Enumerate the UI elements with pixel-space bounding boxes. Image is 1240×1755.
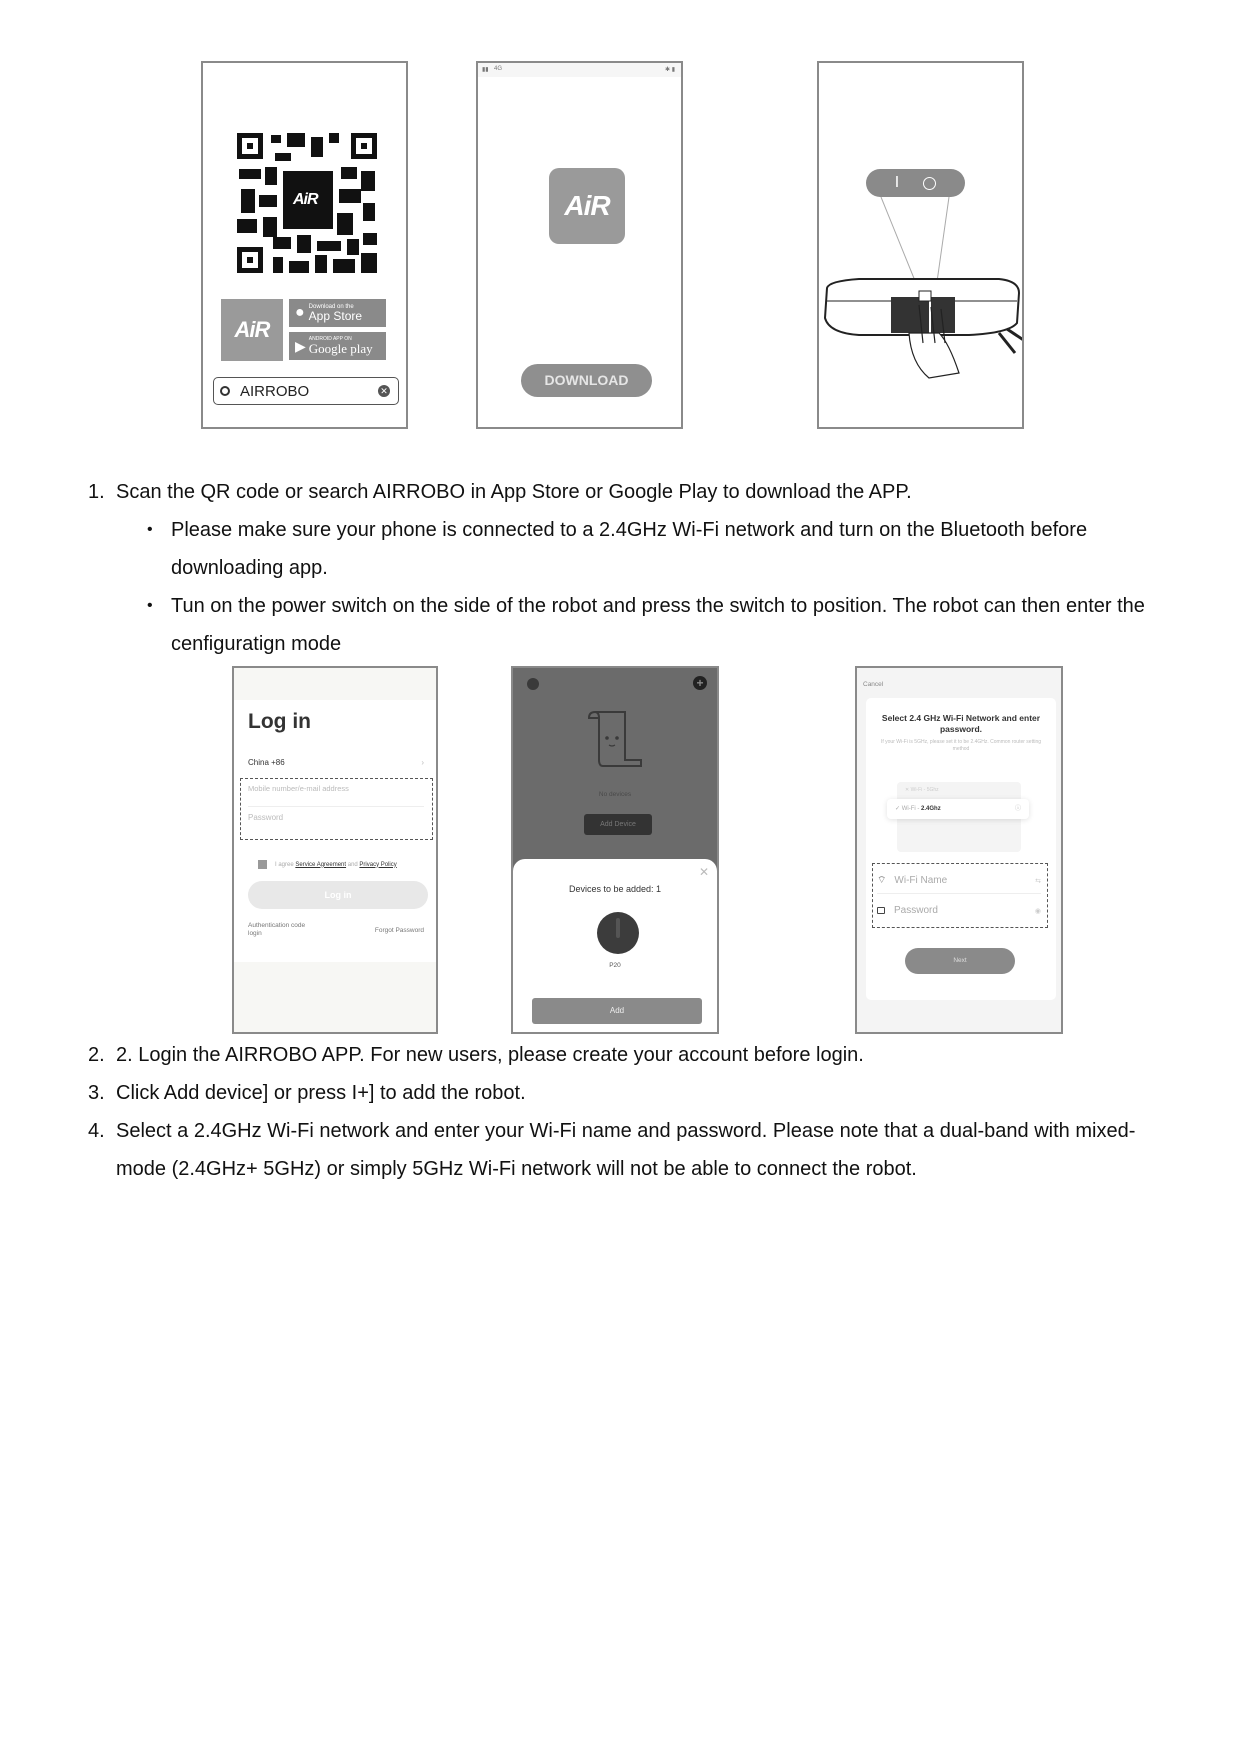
off-circle-icon xyxy=(923,177,936,190)
instruction-list-part-2 xyxy=(88,1036,1168,1188)
page-title: Log in xyxy=(248,710,311,733)
close-icon[interactable]: ✕ xyxy=(698,865,709,879)
privacy-policy-link[interactable]: Privacy Policy xyxy=(359,861,397,868)
country-selector[interactable]: China +86 › xyxy=(248,758,424,767)
wifi-24g-row: ✓ Wi-Fi - 2.4Ghz ⓘ xyxy=(887,799,1029,819)
power-switch-panel xyxy=(817,61,1024,429)
forgot-password-link[interactable]: Forgot Password xyxy=(374,927,424,934)
next-button[interactable]: Next xyxy=(905,948,1015,974)
add-plus-icon[interactable]: + xyxy=(693,676,707,690)
login-button[interactable]: Log in xyxy=(248,881,428,909)
apple-icon: ● xyxy=(295,304,305,321)
agree-row: I agree Service Agreement and Privacy Policy xyxy=(258,860,397,869)
robot-device-icon[interactable] xyxy=(597,912,639,954)
wifi-hint: If your Wi-Fi is 5GHz, please set it to be 2.4GHz. Common router setting method xyxy=(880,739,1042,752)
qr-code xyxy=(237,133,377,273)
cancel-link[interactable]: Cancel xyxy=(863,681,884,688)
device-name: P20 xyxy=(609,962,621,969)
wifi-password-input[interactable]: Password ◉ xyxy=(877,898,1041,923)
wifi-title: Select 2.4 GHz Wi-Fi Network and enter password. xyxy=(881,713,1041,734)
empty-scroll-illustration xyxy=(585,708,649,774)
qr-center-logo: AiR xyxy=(293,191,318,208)
play-icon: ▶ xyxy=(295,337,306,354)
air-app-logo: AiR xyxy=(221,299,283,361)
wifi-icon: ⌔ xyxy=(877,875,887,886)
add-device-panel xyxy=(511,666,719,1034)
add-button[interactable]: Add xyxy=(532,998,702,1024)
step-1-bullet-2: • Tun on the power switch on the side of the robot and press the switch to position. The robot can then enter the cenfiguratign mode xyxy=(143,587,1168,663)
step-1: 1. Scan the QR code or search AIRROBO in App Store or Google Play to download the APP. • Please make sure your phone is connected to a 2.4GHz Wi-Fi network and turn on the Bluetooth before downloading app. • Tun on the power switch on the side of the robot and press the switch to position. The robot can then enter the cenfiguratign mode xyxy=(88,473,1168,663)
air-app-icon: AiR xyxy=(549,168,625,244)
phone-email-input[interactable]: Mobile number/e-mail address xyxy=(248,784,424,807)
lock-icon xyxy=(877,907,885,914)
step-1-bullets xyxy=(116,511,1168,663)
devices-bottom-sheet xyxy=(513,859,717,1034)
step-1-bullet-1: • Please make sure your phone is connected to a 2.4GHz Wi-Fi network and turn on the Bluetooth before downloading app. xyxy=(143,511,1168,587)
chevron-right-icon: › xyxy=(421,758,424,767)
step-3: 3. Click Add device] or press I+] to add the robot. xyxy=(88,1082,526,1104)
battery-icon: ✱ ▮ xyxy=(665,67,675,73)
status-bar: ▮▮ 4G ✱ ▮ xyxy=(478,63,681,77)
password-input[interactable]: Password xyxy=(248,813,284,822)
app-download-panel xyxy=(476,61,683,429)
power-switch-callout: I xyxy=(866,169,965,197)
clear-icon[interactable]: ✕ xyxy=(378,385,390,397)
robot-vacuum-illustration xyxy=(819,193,1024,393)
login-panel xyxy=(232,666,438,1034)
agree-checkbox[interactable] xyxy=(258,860,267,869)
step-4: 4. Select a 2.4GHz Wi-Fi network and enter your Wi-Fi name and password. Please note that a dual-band with mixed-mode (2.4GHz+ 5GHz) or simply 5GHz Wi-Fi network will not be able to connect the robot. xyxy=(88,1120,1136,1180)
eye-icon[interactable]: ◉ xyxy=(1034,907,1041,915)
no-devices-text: No devices xyxy=(598,791,632,798)
check-icon: ✓ xyxy=(895,806,901,812)
search-icon xyxy=(220,386,230,396)
profile-icon[interactable] xyxy=(527,678,539,690)
sheet-title: Devices to be added: 1 xyxy=(568,884,662,894)
qr-download-panel xyxy=(201,61,408,429)
auth-code-login-link[interactable]: Authentication code login xyxy=(248,922,306,937)
add-device-button[interactable]: Add Device xyxy=(584,814,652,835)
switch-network-icon[interactable]: ⇆ xyxy=(1035,877,1041,885)
app-store-badge[interactable]: ● Download on the App Store xyxy=(289,299,386,327)
search-input[interactable]: AIRROBO ✕ xyxy=(213,377,399,405)
wifi-info-icon: ⓘ xyxy=(1014,806,1021,812)
wifi-list-illustration: ✕ Wi-Fi - 5Ghz xyxy=(897,782,1021,852)
instruction-list-part-1 xyxy=(88,473,1168,663)
step-2: 2. 2. Login the AIRROBO APP. For new users, please create your account before login. xyxy=(88,1044,864,1066)
service-agreement-link[interactable]: Service Agreement xyxy=(295,861,347,868)
signal-icon: ▮▮ xyxy=(482,67,489,73)
google-play-badge[interactable]: ▶ ANDROID APP ON Google play xyxy=(289,332,386,360)
download-button[interactable]: DOWNLOAD xyxy=(521,364,652,397)
wifi-setup-panel xyxy=(855,666,1063,1034)
wifi-name-input[interactable]: ⌔ Wi-Fi Name ⇆ xyxy=(877,868,1041,894)
